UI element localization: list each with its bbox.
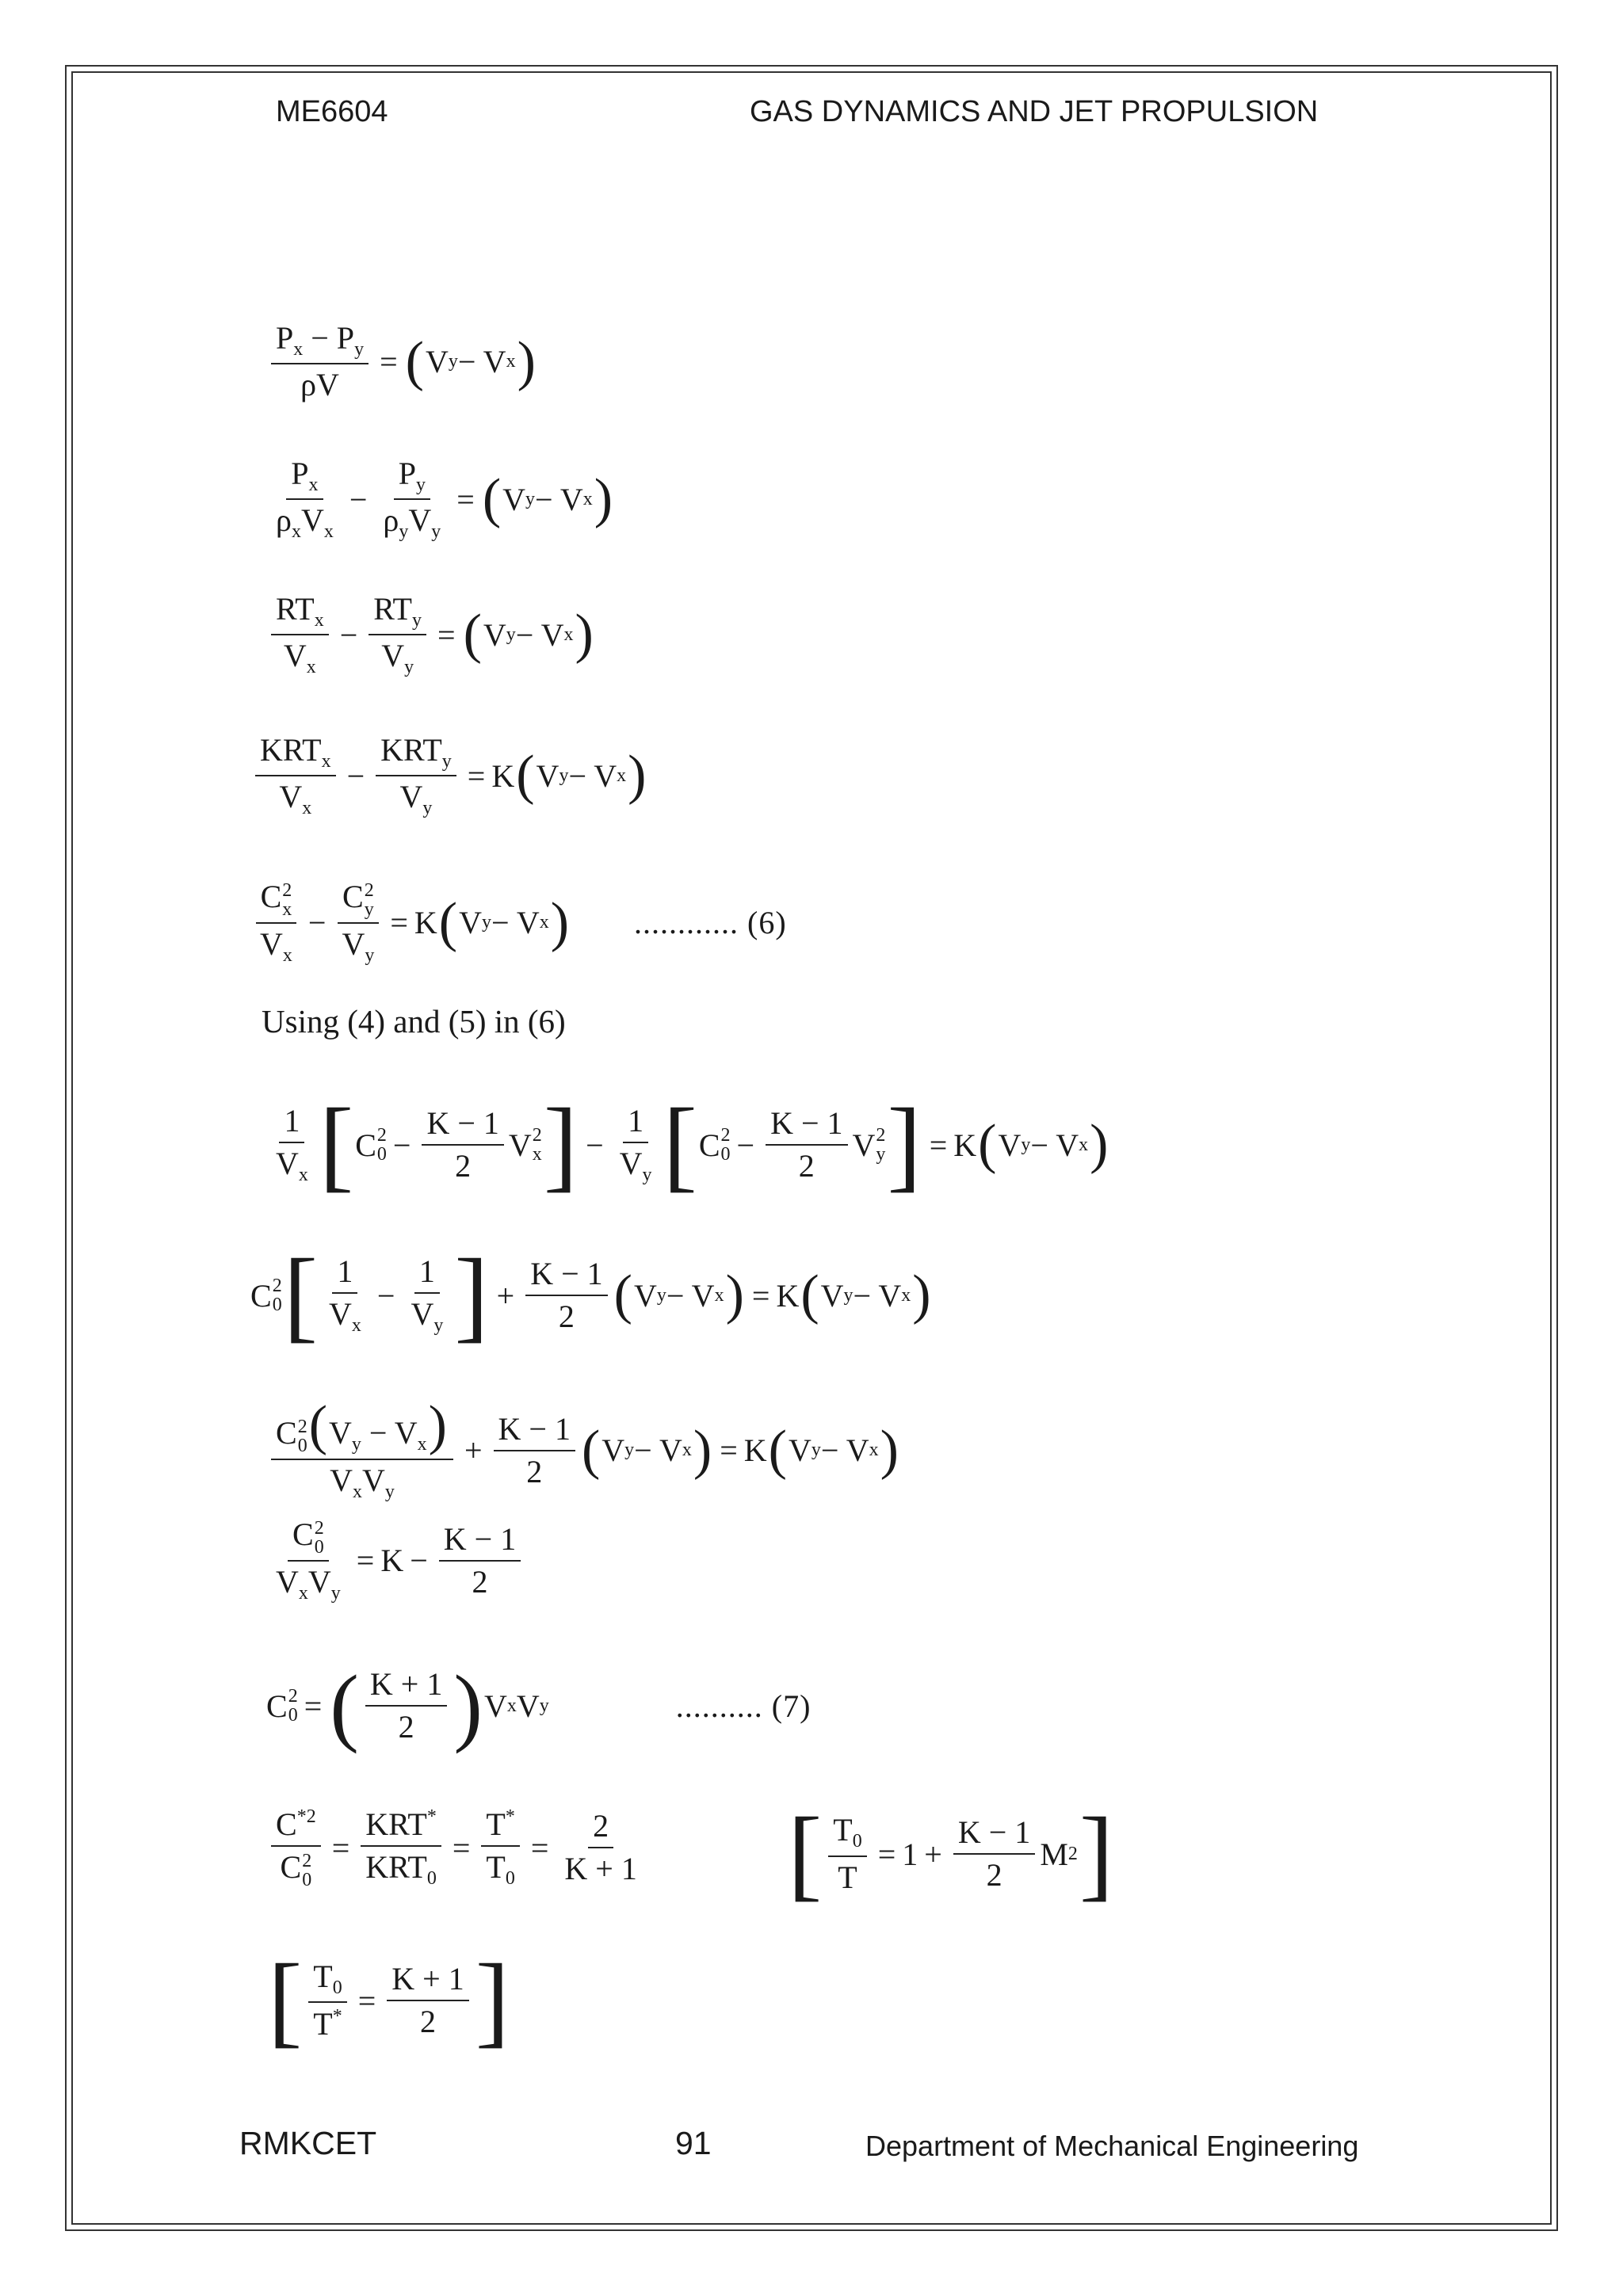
equation-2: $\frac{P_x}{\rho_xV_x}$ − $\frac{P_y}{\rho_yV_y}$ = ( V y − V x ) (276, 456, 613, 543)
equation-tag-7: .......... (7) (675, 1688, 812, 1724)
equation-9: C 2 0 $(V_y - V_x)$ $V_xV_y$ + $\frac{K - 1}{2}$ ( V y − V x ) = K ( V y − V x ) (266, 1398, 900, 1502)
course-code: ME6604 (276, 95, 388, 128)
equation-3: $\frac{RT_x}{V_x}$ − $\frac{RT_y}{V_y}$ = ( V y − V x ) (266, 592, 595, 678)
equation-10: C 2 0 $V_xV_y$ = K − $\frac{K - 1}{2}$ (266, 1517, 525, 1604)
equation-11: C 2 0 = ( $\frac{K + 1}{2}$ ) V x V y .......... (7) (266, 1657, 812, 1754)
footer-institute: RMKCET (239, 2125, 377, 2161)
equation-1: $\frac{P_x - P_y}{\rho V}$ = ( V y − V x ) (266, 321, 537, 402)
equation-tag-6: ............ (6) (634, 905, 787, 941)
equation-12: $C^{*2}$ C 2 0 = $\frac{KRT^*}{KRT_0}$ = $\frac{T^*}{T_0}$ = $\frac{2}{K + 1}$ (266, 1806, 647, 1890)
equation-6: C 2 x $V_x$ − C 2 y $V_y$ = K ( V y − V x ) ............ (6) (250, 879, 787, 966)
footer-department: Department of Mechanical Engineering (865, 2130, 1359, 2162)
equation-14: [ $\frac{T_0}{T^*}$ = $\frac{K + 1}{2}$ ] (268, 1943, 510, 2058)
equation-4: $\frac{KRT_x}{V_x}$ − $\frac{KRT_y}{V_y}$ = K ( V y − V x ) (250, 733, 647, 819)
page-number: 91 (675, 2125, 712, 2161)
equation-7: $\frac{1}{V_x}$ [ C 2 0 − $\frac{K - 1}{2}$ V 2 x ] − $\frac{1}{V_y}$ [ C 2 0 − $\frac{K - 1}{2}$ V 2 y ] = K ( V y − V x ) (276, 1088, 1109, 1202)
using-text: Using (4) and (5) in (6) (262, 1003, 566, 1039)
equation-8: C 2 0 [ $\frac{1}{V_x}$ − $\frac{1}{V_y}$ ] + $\frac{K - 1}{2}$ ( V y − V x ) = K ( V y − V x ) (250, 1238, 931, 1352)
equation-13: [ $\frac{T_0}{T}$ = 1 + $\frac{K - 1}{2}$ M 2 ] (788, 1797, 1114, 1911)
course-title: GAS DYNAMICS AND JET PROPULSION (750, 95, 1319, 128)
